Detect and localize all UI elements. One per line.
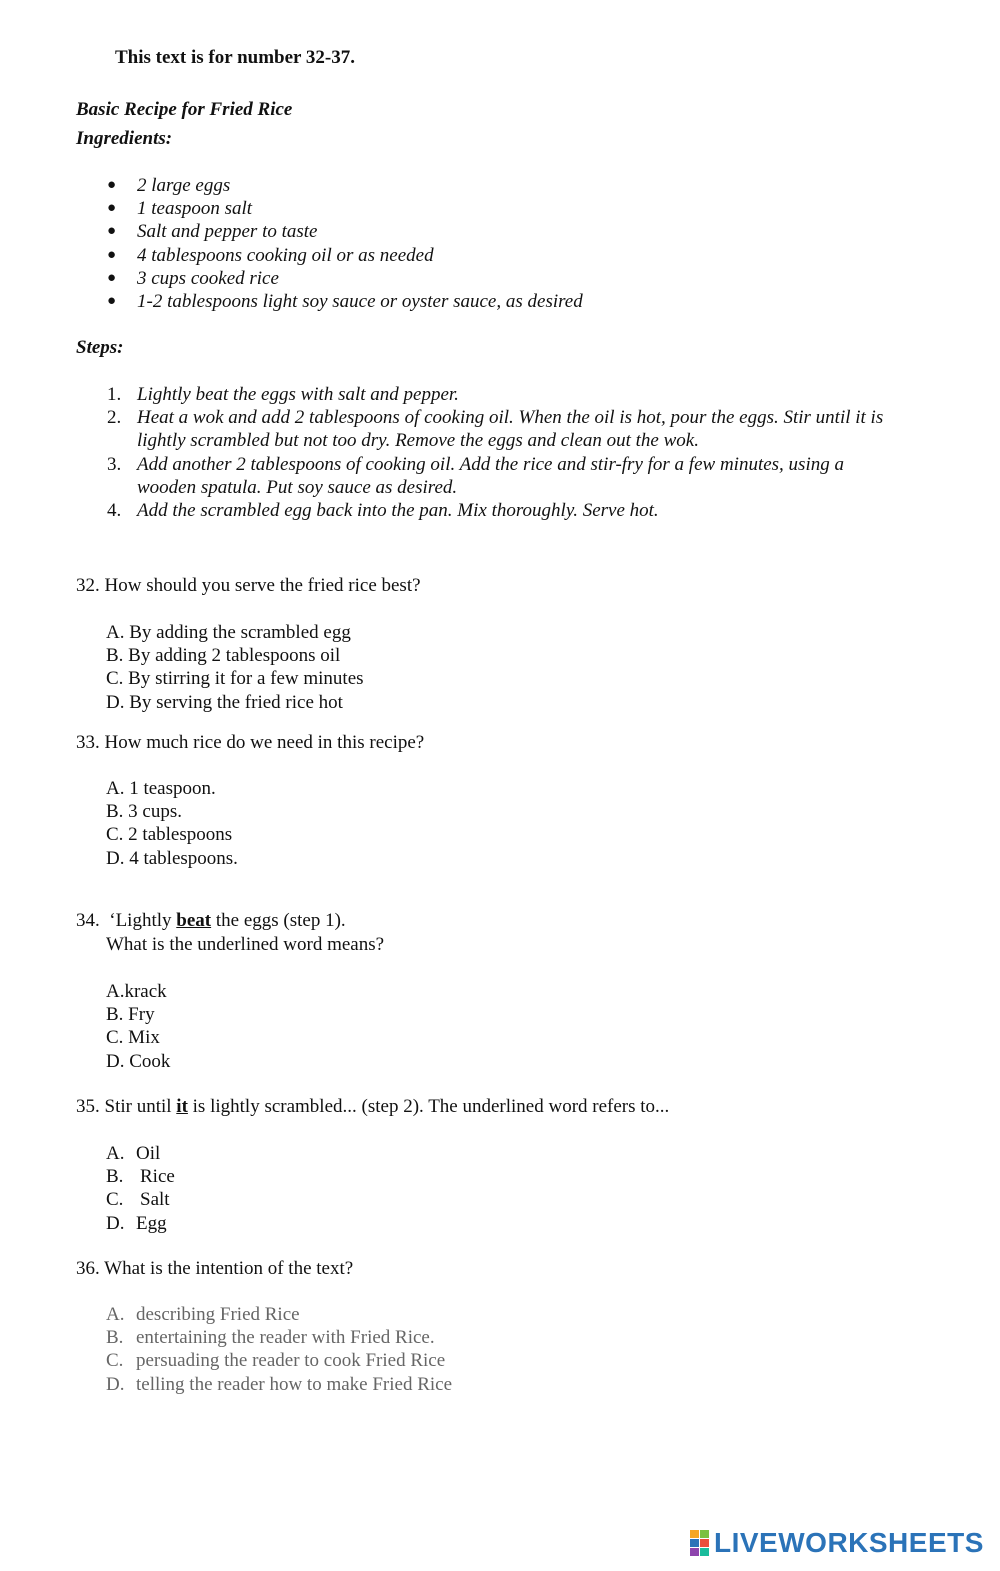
step-item: 2. Heat a wok and add 2 tablespoons of cooking oil. When the oil is hot, pour the eggs. Stir until it is lightly scrambled but not too dry. Remove the eggs and clean out the wok.: [107, 407, 884, 452]
bullet-icon: ●: [107, 292, 117, 309]
option-b[interactable]: B. By adding 2 tablespoons oil: [106, 645, 341, 667]
underlined-word: beat: [176, 910, 212, 931]
recipe-title: Basic Recipe for Fried Rice: [76, 99, 293, 120]
steps-list: [0, 383, 960, 522]
question-36-options: [106, 1303, 452, 1396]
logo-text: LIVEWORKSHEETS: [714, 1527, 984, 1558]
question-35-options: [106, 1142, 175, 1235]
question-34-prompt: What is the underlined word means?: [106, 934, 385, 955]
step-item: 1. Lightly beat the eggs with salt and pepper.: [107, 384, 459, 405]
question-34: 34. ‘Lightly beat the eggs (step 1).: [76, 910, 346, 931]
ingredient-item: ● Salt and pepper to taste: [107, 221, 318, 243]
option-d[interactable]: D. 4 tablespoons.: [106, 847, 238, 869]
option-a[interactable]: A.krack: [106, 981, 167, 1002]
question-32-options: [106, 621, 364, 714]
option-c[interactable]: C. persuading the reader to cook Fried Rice: [106, 1350, 446, 1372]
passage-header: This text is for number 32-37.: [115, 47, 355, 68]
option-d[interactable]: D. Cook: [106, 1050, 171, 1072]
option-d[interactable]: D. Egg: [106, 1212, 167, 1234]
bullet-icon: ●: [107, 200, 117, 217]
option-b[interactable]: B. entertaining the reader with Fried Rice.: [106, 1327, 435, 1349]
question-34-options: [106, 980, 170, 1073]
steps-heading: Steps:: [76, 337, 124, 358]
question-33: 33. How much rice do we need in this recipe?: [76, 732, 425, 753]
option-a[interactable]: A. By adding the scrambled egg: [106, 622, 351, 643]
option-b[interactable]: B. Fry: [106, 1004, 155, 1026]
ingredient-item: ● 1-2 tablespoons light soy sauce or oyster sauce, as desired: [107, 290, 583, 312]
question-35: 35. Stir until it is lightly scrambled... (step 2). The underlined word refers to...: [76, 1096, 670, 1117]
option-c[interactable]: C. 2 tablespoons: [106, 824, 233, 846]
option-a[interactable]: A. 1 teaspoon.: [106, 778, 216, 799]
option-b[interactable]: B. Rice: [106, 1166, 175, 1188]
bullet-icon: ●: [107, 177, 117, 193]
underlined-word: it: [176, 1096, 188, 1117]
option-a[interactable]: A. describing Fried Rice: [106, 1304, 300, 1325]
step-item: 4. Add the scrambled egg back into the pan. Mix thoroughly. Serve hot.: [107, 500, 659, 522]
bullet-icon: ●: [107, 246, 117, 263]
bullet-icon: ●: [107, 269, 117, 286]
option-d[interactable]: D. telling the reader how to make Fried Rice: [106, 1373, 453, 1395]
option-b[interactable]: B. 3 cups.: [106, 801, 182, 823]
liveworksheets-logo[interactable]: [690, 1528, 984, 1558]
step-item: 3. Add another 2 tablespoons of cooking oil. Add the rice and stir-fry for a few minutes, using a wooden spatula. Put soy sauce as desired.: [107, 453, 844, 498]
option-a[interactable]: A. Oil: [106, 1143, 161, 1164]
question-32: 32. How should you serve the fried rice best?: [76, 575, 421, 596]
question-33-options: [106, 777, 238, 870]
option-c[interactable]: C. Salt: [106, 1189, 170, 1211]
ingredient-item: ● 2 large eggs: [107, 175, 231, 196]
option-d[interactable]: D. By serving the fried rice hot: [106, 691, 343, 713]
ingredients-heading: Ingredients:: [76, 128, 173, 149]
bullet-icon: ●: [107, 223, 117, 240]
question-36: 36. What is the intention of the text?: [76, 1258, 354, 1279]
option-c[interactable]: C. By stirring it for a few minutes: [106, 668, 364, 690]
liveworksheets-logo-icon: [690, 1530, 710, 1556]
ingredient-item: ● 1 teaspoon salt: [107, 198, 253, 220]
ingredients-list: [0, 174, 583, 313]
ingredient-item: ● 3 cups cooked rice: [107, 267, 279, 289]
option-c[interactable]: C. Mix: [106, 1027, 160, 1049]
ingredient-item: ● 4 tablespoons cooking oil or as needed: [107, 244, 434, 266]
